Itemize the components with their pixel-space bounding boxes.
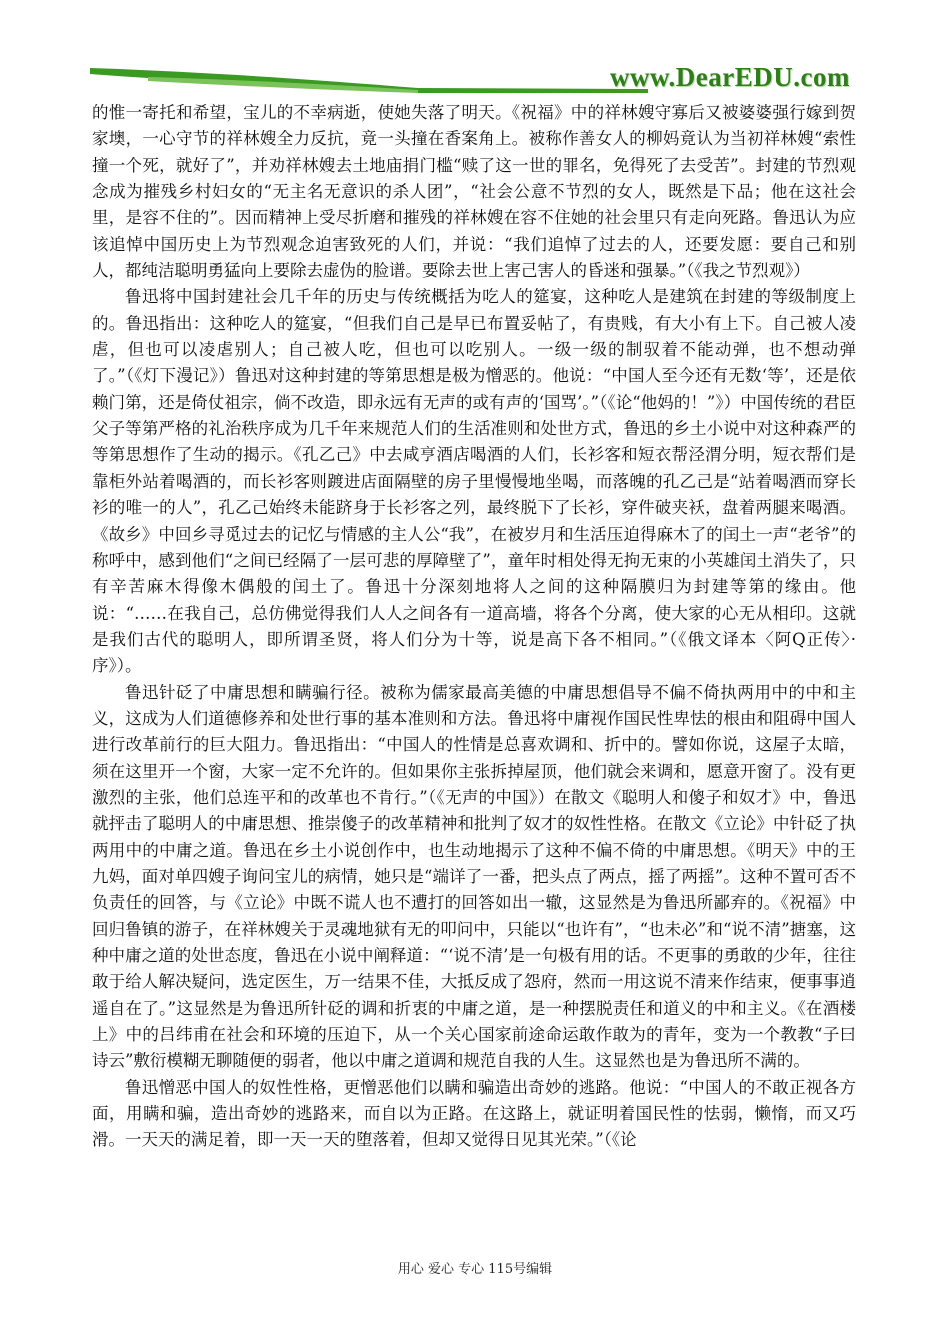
page-footer: 用心 爱心 专心 115号编辑 [397, 1262, 553, 1277]
paragraph-2: 鲁迅将中国封建社会几千年的历史与传统概括为吃人的筵宴，这种吃人是建筑在封建的等级制度上的。鲁迅指出：这种吃人的筵宴，“但我们自己是早已布置妥帖了，有贵贱，有大小有上下。自己被人凌虐，但也可以凌虐别人；自己被人吃，但也可以吃别人。一级一级的制驭着不能动弹，也不想动弹了。”（《灯下漫记》）鲁迅对这种封建的等第思想是极为憎恶的。他说：“中国人至今还有无数‘等’，还是依赖门第，还是倚仗祖宗，倘不改造，即永远有无声的或有声的‘国骂’。”（《论“他妈的！”》）中国传统的君臣父子等第严格的礼治秩序成为几千年来规范人们的生活准则和处世方式，鲁迅的乡土小说中对这种森严的等第思想作了生动的揭示。《孔乙己》中去咸亨酒店喝酒的人们，长衫客和短衣帮泾渭分明，短衣帮们是靠柜外站着喝酒的，而长衫客则踱进店面隔壁的房子里慢慢地坐喝，而落魄的孔乙己是“站着喝酒而穿长衫的唯一的人”，孔乙己始终未能跻身于长衫客之列，最终脱下了长衫，穿件破夹袄，盘着两腿来喝酒。《故乡》中回乡寻觅过去的记忆与情感的主人公“我”，在被岁月和生活压迫得麻木了的闰土一声“老爷”的称呼中，感到他们“之间已经隔了一层可悲的厚障壁了”，童年时相处得无拘无束的小英雄闰土消失了，只有辛苦麻木得像木偶般的闰土了。鲁迅十分深刻地将人之间的这种隔膜归为封建等第的缘由。他说：“……在我自己，总仿佛觉得我们人人之间各有一道高墙，将各个分离，使大家的心无从相印。这就是我们古代的聪明人，即所谓圣贤，将人们分为十等，说是高下各不相同。”（《俄文译本〈阿Q正传〉·序》）。 [92, 287, 856, 676]
paragraph-3: 鲁迅针砭了中庸思想和瞒骗行径。被称为儒家最高美德的中庸思想倡导不偏不倚执两用中的中和主义，这成为人们道德修养和处世行事的基本准则和方法。鲁迅将中庸视作国民性卑怯的根由和阻碍中国人进行改革前行的巨大阻力。鲁迅指出：“中国人的性情是总喜欢调和、折中的。譬如你说，这屋子太暗，须在这里开一个窗，大家一定不允许的。但如果你主张拆掉屋顶，他们就会来调和，愿意开窗了。没有更激烈的主张，他们总连平和的改革也不肯行。”（《无声的中国》）在散文《聪明人和傻子和奴才》中，鲁迅就抨击了聪明人的中庸思想、推崇傻子的改革精神和批判了奴才的奴性性格。在散文《立论》中针砭了执两用中的中庸之道。鲁迅在乡土小说创作中，也生动地揭示了这种不偏不倚的中庸思想。《明天》中的王九妈，面对单四嫂子询问宝儿的病情，她只是“端详了一番，把头点了两点，摇了两摇”。这种不置可否不负责任的回答，与《立论》中既不谎人也不遭打的回答如出一辙，这显然是为鲁迅所鄙弃的。《祝福》中回归鲁镇的游子，在祥林嫂关于灵魂地狱有无的叩问中，只能以“也许有”，“也未必”和“说不清”搪塞，这种中庸之道的处世态度，鲁迅在小说中阐释道：“‘说不清’是一句极有用的话。不更事的勇敢的少年，往往敢于给人解决疑问，选定医生，万一结果不佳，大抵反成了怨府，然而一用这说不清来作结束，便事事逍遥自在了。”这显然是为鲁迅所针砭的调和折衷的中庸之道，是一种摆脱责任和道义的中和主义。《在酒楼上》中的吕纬甫在社会和环境的压迫下，从一个关心国家前途命运敢作敢为的青年，变为一个教教“子曰诗云”敷衍模糊无聊随便的弱者，他以中庸之道调和规范自我的人生。这显然也是为鲁迅所不满的。 [92, 682, 856, 1071]
article-body [92, 100, 856, 1154]
site-brand[interactable]: www.DearEDU.com [610, 62, 850, 92]
paragraph-1: 的惟一寄托和希望，宝儿的不幸病逝，使她失落了明天。《祝福》中的祥林嫂守寡后又被婆婆强行嫁到贺家墺，一心守节的祥林嫂全力反抗，竟一头撞在香案角上。被称作善女人的柳妈竟认为当初祥林嫂“索性撞一个死，就好了”，并劝祥林嫂去土地庙捐门槛“赎了这一世的罪名，免得死了去受苦”。封建的节烈观念成为摧残乡村妇女的“无主名无意识的杀人团”，“社会公意不节烈的女人，既然是下品；他在这社会里，是容不住的”。因而精神上受尽折磨和摧残的祥林嫂在容不住她的社会里只有走向死路。鲁迅认为应该追悼中国历史上为节烈观念迫害致死的人们，并说：“我们追悼了过去的人，还要发愿：要自己和别人，都纯洁聪明勇猛向上要除去虚伪的脸谱。要除去世上害己害人的昏迷和强暴。”（《我之节烈观》） [92, 103, 856, 281]
paragraph-4: 鲁迅憎恶中国人的奴性性格，更憎恶他们以瞒和骗造出奇妙的逃路。他说：“中国人的不敢正视各方面，用瞒和骗，造出奇妙的逃路来，而自以为正路。在这路上，就证明着国民性的怯弱，懒惰，而又巧滑。一天天的满足着，即一天一天的堕落着，但却又觉得日见其光荣。”（《论 [92, 1077, 856, 1150]
site-header [88, 58, 868, 98]
